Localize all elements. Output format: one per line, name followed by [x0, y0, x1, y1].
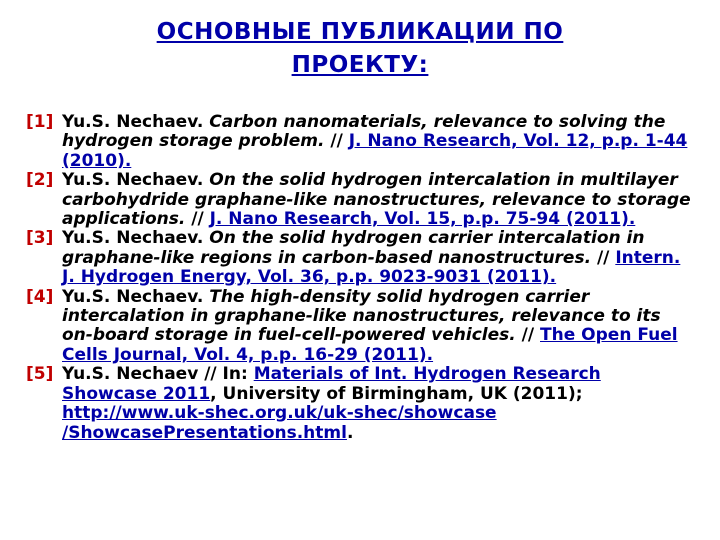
reference-number: [4] — [26, 286, 54, 307]
reference-url-link[interactable] — [62, 403, 497, 442]
reference-title: On the solid hydrogen carrier intercalation in graphane-like regions in carbon-based nanostructures. — [62, 228, 645, 268]
reference-source-link[interactable]: J. Nano Research, Vol. 15, p.p. 75-94 (2011). — [209, 209, 636, 230]
reference-source-link[interactable]: Materials of Int. Hydrogen Research Showcase 2011 — [62, 364, 601, 404]
reference-source-link[interactable]: J. Nano Research, Vol. 12, p.p. 1-44 (2010). — [62, 131, 688, 171]
reference-end: . — [346, 422, 354, 443]
reference-affiliation: , University of Birmingham, UK (2011); — [210, 383, 583, 404]
slide-title-line-2: ПРОЕКТУ: — [291, 52, 429, 78]
reference-number: [1] — [26, 112, 54, 132]
reference-separator: // — [591, 247, 616, 268]
reference-author: Yu.S. Nechaev. — [62, 170, 204, 191]
reference-separator: // — [515, 325, 541, 346]
reference-title: On the solid hydrogen intercalation in multilayer carbohydride graphane-like nanostructures, relevance to storage applications. — [62, 170, 691, 230]
reference-item-3 — [26, 229, 691, 287]
reference-item-1 — [26, 113, 691, 171]
reference-source-link[interactable]: Intern. J. Hydrogen Energy, Vol. 36, p.p. 9023-9031 (2011). — [62, 247, 681, 288]
reference-number: [3] — [26, 228, 54, 249]
reference-number: [5] — [26, 364, 54, 385]
reference-item-5 — [26, 365, 691, 443]
reference-item-2 — [26, 171, 691, 229]
reference-title: Carbon nanomaterials, relevance to solving the hydrogen storage problem. — [62, 112, 666, 152]
reference-separator: // — [324, 131, 349, 152]
reference-item-4 — [26, 288, 691, 366]
reference-list — [26, 113, 691, 443]
reference-title: The high-density solid hydrogen carrier intercalation in graphane-like nanostructures, relevance to its on-board storage in fuel-cell-powered vehicles. — [62, 286, 661, 346]
reference-number: [2] — [26, 170, 54, 191]
reference-author: Yu.S. Nechaev. — [62, 112, 204, 132]
reference-url-part-1: http://www.uk-shec.org.uk/uk-shec/showcase — [62, 403, 497, 424]
slide-title-line-1: ОСНОВНЫЕ ПУБЛИКАЦИИ ПО — [156, 19, 564, 45]
reference-separator: // — [185, 209, 210, 230]
reference-author: Yu.S. Nechaev // In: — [62, 364, 248, 385]
reference-url-part-2: /ShowcasePresentations.html — [62, 422, 347, 443]
reference-author: Yu.S. Nechaev. — [62, 286, 204, 307]
reference-author: Yu.S. Nechaev. — [62, 228, 204, 249]
slide-title — [0, 16, 720, 82]
reference-source-link[interactable]: The Open Fuel Cells Journal, Vol. 4, p.p. 16-29 (2011). — [62, 325, 678, 365]
